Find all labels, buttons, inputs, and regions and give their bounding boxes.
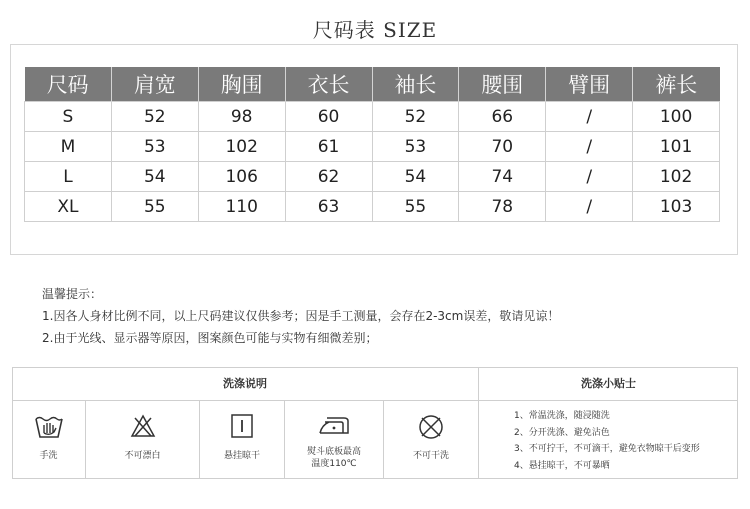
table-cell: 102	[198, 132, 285, 162]
tips-section	[42, 283, 559, 349]
table-cell: 53	[372, 132, 459, 162]
table-cell: 61	[285, 132, 372, 162]
care-label	[285, 446, 383, 470]
no-dry-clean-icon	[417, 413, 445, 441]
table-cell: 103	[633, 192, 720, 222]
tips-line-1: 1.因各人身材比例不同，以上尺码建议仅供参考；因是手工测量，会存在2-3cm误差，敬请见谅！	[42, 309, 560, 323]
tips-heading: 温馨提示：	[42, 287, 103, 301]
care-label-line-2: 温度110℃	[311, 459, 357, 469]
table-cell: 102	[633, 162, 720, 192]
table-cell: 60	[285, 102, 372, 132]
table-row	[25, 162, 720, 192]
table-cell: XL	[25, 192, 112, 222]
table-cell: 55	[111, 192, 198, 222]
table-cell: /	[546, 132, 633, 162]
care-label: 不可漂白	[124, 451, 161, 461]
list-item: 4、悬挂晾干，不可暴晒	[514, 460, 610, 471]
header-shoulder: 肩宽	[111, 67, 198, 102]
size-table	[24, 67, 720, 222]
table-cell: 106	[198, 162, 285, 192]
care-label: 悬挂晾干	[223, 451, 260, 461]
list-item: 2、分开洗涤、避免沾色	[514, 427, 610, 438]
table-row	[25, 132, 720, 162]
care-label: 不可干洗	[412, 451, 449, 461]
table-cell: /	[546, 102, 633, 132]
care-item-hand-wash	[12, 401, 86, 479]
table-cell: L	[25, 162, 112, 192]
table-cell: M	[25, 132, 112, 162]
list-item: 3、不可拧干，不可滴干，避免衣物晾干后变形	[514, 444, 700, 454]
care-tips-list	[514, 408, 700, 474]
hand-wash-icon	[34, 413, 64, 441]
table-cell: 98	[198, 102, 285, 132]
care-item-iron	[285, 401, 384, 479]
hang-dry-icon	[230, 413, 254, 439]
care-item-hang-dry	[200, 401, 285, 479]
table-cell: 54	[372, 162, 459, 192]
header-size: 尺码	[25, 67, 112, 102]
table-cell: 55	[372, 192, 459, 222]
table-cell: 74	[459, 162, 546, 192]
header-pants-length: 裤长	[633, 67, 720, 102]
no-bleach-icon	[130, 413, 156, 439]
care-label: 手洗	[39, 451, 58, 461]
care-label-line-1: 熨斗底板最高	[306, 447, 361, 457]
table-cell: 53	[111, 132, 198, 162]
table-cell: /	[546, 192, 633, 222]
table-row	[25, 102, 720, 132]
header-arm: 臂围	[546, 67, 633, 102]
header-sleeve: 袖长	[372, 67, 459, 102]
iron-icon	[317, 413, 351, 437]
table-row	[25, 192, 720, 222]
table-cell: 62	[285, 162, 372, 192]
table-cell: 110	[198, 192, 285, 222]
table-cell: 100	[633, 102, 720, 132]
care-item-no-bleach	[86, 401, 200, 479]
header-chest: 胸围	[198, 67, 285, 102]
table-cell: 78	[459, 192, 546, 222]
table-cell: 52	[372, 102, 459, 132]
table-cell: 52	[111, 102, 198, 132]
table-cell: /	[546, 162, 633, 192]
care-tips-title: 洗涤小贴士	[479, 367, 738, 401]
list-item: 1、常温洗涤，随浸随洗	[514, 411, 610, 421]
table-cell: 54	[111, 162, 198, 192]
table-cell: 70	[459, 132, 546, 162]
care-instructions-title: 洗涤说明	[12, 367, 479, 401]
size-table-header-row	[25, 67, 720, 102]
table-cell: 101	[633, 132, 720, 162]
table-cell: 63	[285, 192, 372, 222]
header-length: 衣长	[285, 67, 372, 102]
page-title: 尺码表 SIZE	[312, 18, 438, 42]
table-cell: S	[25, 102, 112, 132]
care-item-no-dry-clean	[384, 401, 479, 479]
table-cell: 66	[459, 102, 546, 132]
header-waist: 腰围	[459, 67, 546, 102]
tips-line-2: 2.由于光线、显示器等原因，图案颜色可能与实物有细微差别；	[42, 331, 378, 345]
